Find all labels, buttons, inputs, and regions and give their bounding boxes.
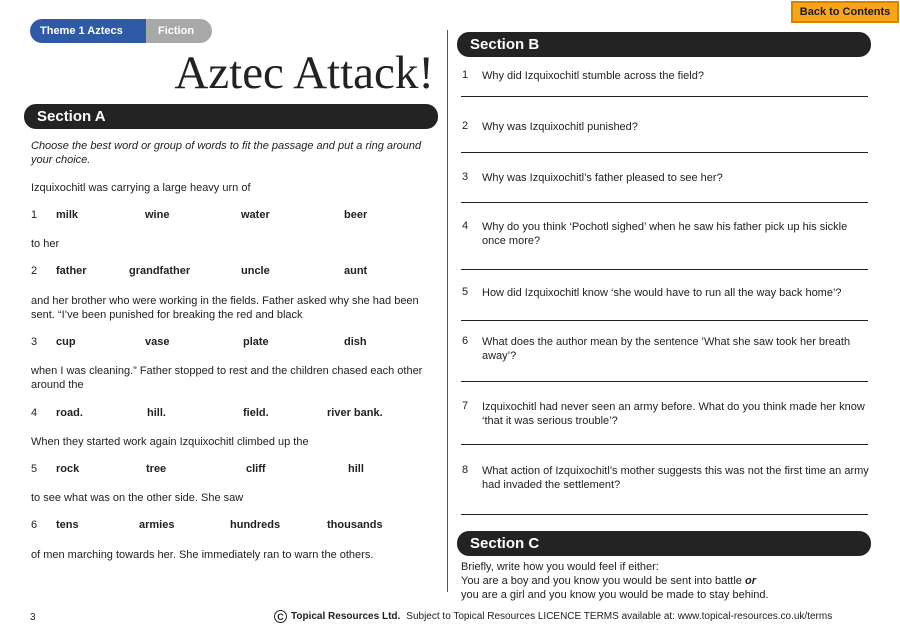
choice-option[interactable]: field. — [243, 407, 269, 419]
choice-option[interactable]: milk — [56, 209, 79, 221]
section-c-line-2-text: You are a boy and you know you would be sent into battle — [461, 575, 745, 587]
choice-option[interactable]: dish — [344, 336, 367, 348]
choice-option[interactable]: wine — [145, 209, 170, 221]
question-text: Why did Izquixochitl stumble across the field? — [482, 70, 704, 82]
question-number: 2 — [462, 120, 469, 132]
section-a-instruction: Choose the best word or group of words to fit the passage and put a ring around your choice. — [31, 140, 422, 166]
choice-row-1 — [31, 209, 431, 223]
section-a-heading: Section A — [24, 104, 438, 129]
licence-text: Subject to Topical Resources LICENCE TERMS available at: www.topical-resources.co.uk/terms — [406, 611, 833, 622]
section-b-heading: Section B — [457, 32, 871, 57]
choice-row-4 — [31, 407, 431, 421]
question-text: Why do you think ‘Pochotl sighed’ when he saw his father pick up his sickle once more? — [482, 221, 848, 247]
question-number: 6 — [462, 335, 469, 347]
section-c-line-1: Briefly, write how you would feel if either: — [461, 561, 659, 573]
question-number: 3 — [462, 171, 469, 183]
answer-line[interactable] — [461, 96, 868, 97]
question-text: Why was Izquixochitl’s father pleased to see her? — [482, 172, 723, 184]
choice-option[interactable]: hill. — [147, 407, 166, 419]
page-title: Aztec Attack! — [174, 47, 434, 99]
answer-line[interactable] — [461, 320, 868, 321]
choice-option[interactable]: river bank. — [327, 407, 383, 419]
choice-option[interactable]: father — [56, 265, 87, 277]
question-number: 1 — [462, 69, 469, 81]
passage-text-1: Izquixochitl was carrying a large heavy urn of — [31, 182, 251, 194]
passage-text-5: When they started work again Izquixochitl climbed up the — [31, 436, 309, 448]
theme-pill — [30, 19, 212, 43]
choice-option[interactable]: plate — [243, 336, 269, 348]
question-text: Izquixochitl had never seen an army before. What do you think made her know ‘that it was serious trouble’? — [482, 401, 865, 427]
question-number: 4 — [462, 220, 469, 232]
choice-option[interactable]: grandfather — [129, 265, 191, 277]
choice-option[interactable]: hundreds — [230, 519, 281, 531]
choice-row-2 — [31, 265, 431, 279]
section-c-line-2 — [461, 574, 881, 588]
question-number: 5 — [462, 286, 469, 298]
question-text: What action of Izquixochitl’s mother suggests this was not the first time an army had invaded the settlement? — [482, 465, 869, 491]
choice-option[interactable]: tree — [146, 463, 167, 475]
choice-option[interactable]: vase — [145, 336, 170, 348]
choice-option[interactable]: aunt — [344, 265, 368, 277]
back-to-contents-button[interactable]: Back to Contents — [791, 1, 899, 23]
choice-option[interactable]: armies — [139, 519, 175, 531]
answer-line[interactable] — [461, 514, 868, 515]
choice-option[interactable]: tens — [56, 519, 79, 531]
publisher-name: Topical Resources Ltd. — [291, 611, 401, 622]
choice-row-3 — [31, 336, 431, 350]
page-number: 3 — [30, 612, 36, 623]
section-c-line-3: you are a girl and you know you would be made to stay behind. — [461, 589, 769, 601]
answer-line[interactable] — [461, 269, 868, 270]
answer-line[interactable] — [461, 202, 868, 203]
passage-text-3: and her brother who were working in the fields. Father asked why she had been sent. “I’ve been punished for breaking the red and black — [31, 295, 419, 321]
question-text: How did Izquixochitl know ‘she would have to run all the way back home’? — [482, 287, 842, 299]
footer — [274, 610, 832, 623]
genre-label: Fiction — [146, 19, 212, 43]
choice-option[interactable]: beer — [344, 209, 368, 221]
choice-number: 2 — [31, 265, 38, 277]
choice-option[interactable]: hill — [348, 463, 364, 475]
passage-text-2: to her — [31, 238, 60, 250]
choice-row-6 — [31, 519, 431, 533]
section-c-or: or — [744, 575, 756, 587]
choice-option[interactable]: water — [241, 209, 270, 221]
copyright-icon: C — [274, 610, 287, 623]
question-text: Why was Izquixochitl punished? — [482, 121, 638, 133]
choice-number: 3 — [31, 336, 38, 348]
question-number: 7 — [462, 400, 469, 412]
choice-option[interactable]: uncle — [241, 265, 270, 277]
answer-line[interactable] — [461, 381, 868, 382]
section-c-heading: Section C — [457, 531, 871, 556]
choice-number: 4 — [31, 407, 38, 419]
choice-number: 5 — [31, 463, 38, 475]
choice-row-5 — [31, 463, 431, 477]
choice-number: 6 — [31, 519, 38, 531]
choice-option[interactable]: cup — [56, 336, 76, 348]
theme-label: Theme 1 Aztecs — [30, 19, 146, 43]
passage-text-6: to see what was on the other side. She saw — [31, 492, 244, 504]
column-divider — [447, 30, 448, 592]
question-text: What does the author mean by the sentence ’What she saw took her breath away’? — [482, 336, 851, 362]
answer-line[interactable] — [461, 152, 868, 153]
passage-text-7: of men marching towards her. She immediately ran to warn the others. — [31, 549, 374, 561]
choice-option[interactable]: thousands — [327, 519, 383, 531]
choice-option[interactable]: rock — [56, 463, 80, 475]
choice-number: 1 — [31, 209, 38, 221]
choice-option[interactable]: road. — [56, 407, 83, 419]
question-number: 8 — [462, 464, 469, 476]
choice-option[interactable]: cliff — [246, 463, 266, 475]
passage-text-4: when I was cleaning.” Father stopped to rest and the children chased each other around the — [31, 365, 423, 391]
section-c-prompt — [461, 560, 881, 602]
answer-line[interactable] — [461, 444, 868, 445]
